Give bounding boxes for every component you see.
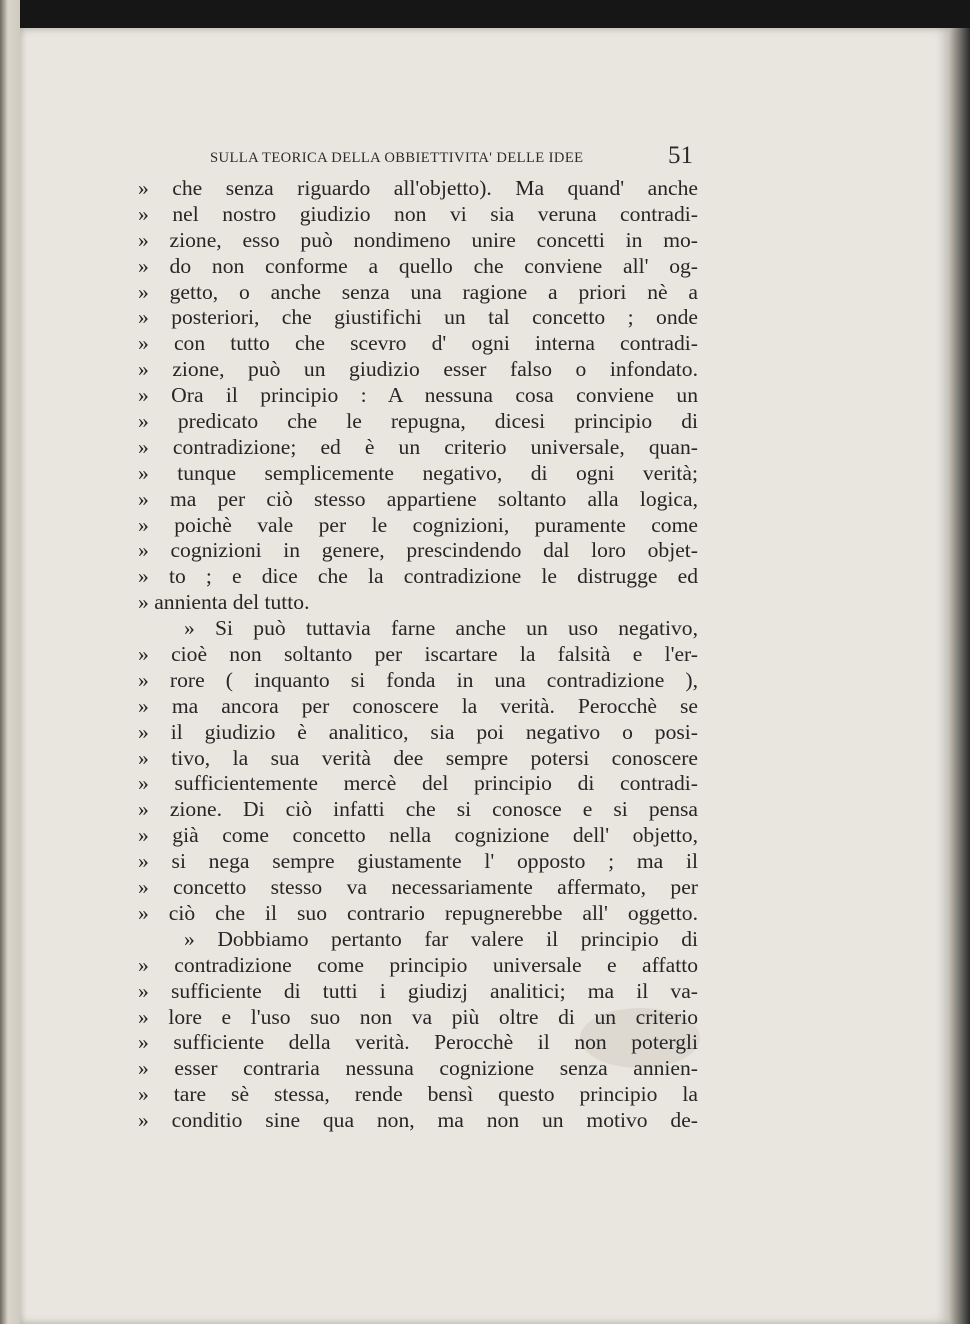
- text-line: » concetto stesso va necessariamente affermato, per: [138, 875, 698, 900]
- text-line: » sufficiente di tutti i giudizj analitici; ma il va-: [138, 978, 698, 1003]
- running-head: [192, 138, 693, 178]
- text-line: » ma ancora per conoscere la verità. Perocchè se: [138, 693, 698, 718]
- previous-page-edge: [0, 0, 20, 1324]
- text-line: » con tutto che scevro d' ogni interna contradi-: [138, 331, 698, 356]
- text-line: » il giudizio è analitico, sia poi negativo o posi-: [138, 719, 698, 744]
- text-line: » cognizioni in genere, prescindendo dal loro objet-: [138, 538, 698, 563]
- text-line: » rore ( inquanto si fonda in una contradizione ),: [138, 667, 698, 692]
- text-line: » to ; e dice che la contradizione le distrugge ed: [138, 564, 698, 589]
- text-line: » esser contraria nessuna cognizione senza annien-: [138, 1056, 698, 1081]
- text-line: » conditio sine qua non, ma non un motivo de-: [138, 1108, 698, 1133]
- text-line: » contradizione come principio universale e affatto: [138, 952, 698, 977]
- text-line: » contradizione; ed è un criterio universale, quan-: [138, 434, 698, 459]
- text-line: » tare sè stessa, rende bensì questo principio la: [138, 1082, 698, 1107]
- text-line: » cioè non soltanto per iscartare la falsità e l'er-: [138, 642, 698, 667]
- text-line: » tunque semplicemente negativo, di ogni verità;: [138, 460, 698, 485]
- text-line: » zione, esso può nondimeno unire concetti in mo-: [138, 227, 698, 252]
- text-line: » do non conforme a quello che conviene all' og-: [138, 253, 698, 278]
- text-line: » Dobbiamo pertanto far valere il principio di: [184, 926, 698, 951]
- text-line: » predicato che le repugna, dicesi principio di: [138, 409, 698, 434]
- page-number: 51: [668, 142, 693, 169]
- text-line: » lore e l'uso suo non va più oltre di un criterio: [138, 1004, 698, 1029]
- text-line: » Si può tuttavia farne anche un uso negativo,: [184, 616, 698, 641]
- text-line: » già come concetto nella cognizione dell' objetto,: [138, 823, 698, 848]
- text-line: » sufficiente della verità. Perocchè il non potergli: [138, 1030, 698, 1055]
- text-line: » che senza riguardo all'objetto). Ma quand' anche: [138, 176, 698, 200]
- text-line: » zione. Di ciò infatti che si conosce e si pensa: [138, 797, 698, 822]
- text-line: » Ora il principio : A nessuna cosa conviene un: [138, 383, 698, 408]
- text-line: » tivo, la sua verità dee sempre potersi conoscere: [138, 745, 698, 770]
- text-line: » zione, può un giudizio esser falso o infondato.: [138, 357, 698, 382]
- text-line: » si nega sempre giustamente l' opposto ; ma il: [138, 849, 698, 874]
- body-text: [138, 176, 698, 1134]
- page-right-edge: [950, 28, 970, 1324]
- text-line: » ciò che il suo contrario repugnerebbe all' oggetto.: [138, 900, 698, 925]
- text-line: » posteriori, che giustifichi un tal concetto ; onde: [138, 305, 698, 330]
- text-line: » poichè vale per le cognizioni, puramente come: [138, 512, 698, 537]
- text-line: » nel nostro giudizio non vi sia veruna contradi-: [138, 201, 698, 226]
- running-title: SULLA TEORICA DELLA OBBIETTIVITA' DELLE IDEE: [210, 150, 584, 166]
- text-line: » getto, o anche senza una ragione a priori nè a: [138, 279, 698, 304]
- text-line: » ma per ciò stesso appartiene soltanto alla logica,: [138, 486, 698, 511]
- text-line: » sufficientemente mercè del principio di contradi-: [138, 771, 698, 796]
- text-line: » annienta del tutto.: [138, 590, 310, 615]
